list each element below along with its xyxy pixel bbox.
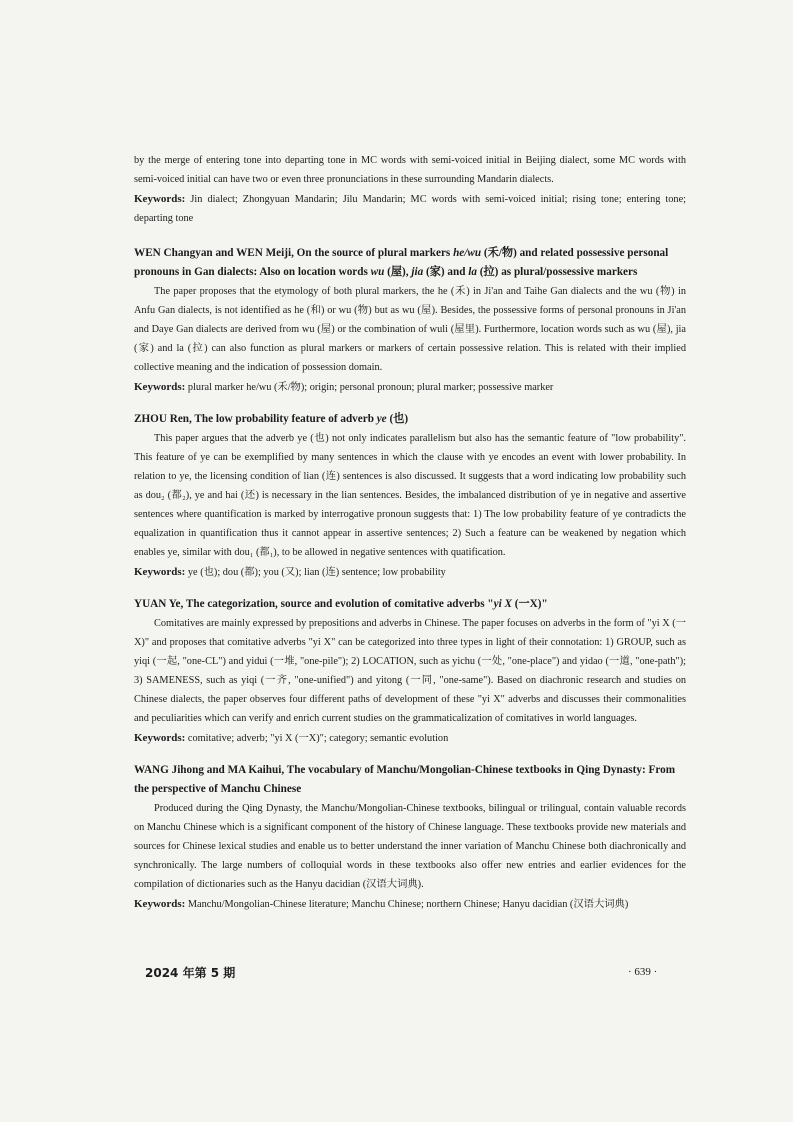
article-keywords xyxy=(134,378,686,397)
article-keywords xyxy=(134,563,686,582)
page-content xyxy=(134,151,686,914)
article-abstract: Produced during the Qing Dynasty, the Manchu/Mongolian-Chinese textbooks, bilingual or trilingual, contain valuable records on Manchu Chinese which is a significant component of the history of Chinese language. These textbooks provide new materials and sources for Chinese lexical studies and enable us to better understand the inner variation of Manchu Chinese both diachronically and synchronically. The large numbers of colloquial words in these textbooks also offer new entries and earlier evidences for the compilation of dictionaries such as the Hanyu dacidian (汉语大词典). xyxy=(134,803,686,890)
page-number: · 639 · xyxy=(628,966,658,978)
article-wen xyxy=(134,244,686,397)
intro-keywords xyxy=(134,190,686,228)
keywords-label: Keywords: xyxy=(134,732,186,744)
keywords-text: comitative; adverb; "yi X (一X)"; category; semantic evolution xyxy=(187,733,449,744)
keywords-text: Manchu/Mongolian-Chinese literature; Manchu Chinese; northern Chinese; Hanyu dacidian (汉语大词典) xyxy=(187,899,629,910)
keywords-text: plural marker he/wu (禾/物); origin; personal pronoun; plural marker; possessive marker xyxy=(187,382,554,393)
article-abstract: This paper argues that the adverb ye (也) not only indicates parallelism but also has the semantic feature of "low probability". This feature of ye can be exemplified by many sentences in which the clause with ye encodes an event with lower probability. In relation to ye, the licensing condition of lian (连) sentences is also discussed. It suggests that a word indicating low probability such as dou₂ (都₂), ye and hai (还) is necessary in the lian sentences. Besides, the imbalanced distribution of ye in negative and assertive sentences where quantification is marked by interrogative pronoun suggests that: 1) The low probability feature of ye contradicts the equalization in quantification thus it cannot appear in assertive sentences; 2) Such a feature can be weakened by negation which enables ye, similar with dou₁ (都₁), to be allowed in negative sentences with quatification. xyxy=(134,433,686,558)
article-keywords xyxy=(134,729,686,748)
article-abstract: The paper proposes that the etymology of both plural markers, the he (禾) in Ji'an and Taihe Gan dialects and the wu (物) in Anfu Gan dialects, is not identified as he (和) or wu (物) but as wu (屋). Besides, the possessive forms of personal pronouns in Ji'an and Daye Gan dialects are derived from wu (屋) or the combination of wuli (屋里). Furthermore, location words such as wu (屋), jia (家) and la (拉) can also function as plural markers or markers of certain possessive relation. This is related with their implied collective meaning and the indication of possession domain. xyxy=(134,286,686,373)
article-title: YUAN Ye, The categorization, source and evolution of comitative adverbs "yi X (一X)" xyxy=(134,598,548,610)
keywords-label: Keywords: xyxy=(134,193,186,205)
keywords-label: Keywords: xyxy=(134,898,186,910)
article-zhou xyxy=(134,410,686,582)
issue-label: 2024 年第 5 期 xyxy=(145,966,236,980)
keywords-label: Keywords: xyxy=(134,566,186,578)
keywords-text: ye (也); dou (都); you (又); lian (连) sentence; low probability xyxy=(187,567,446,578)
intro-section xyxy=(134,151,686,228)
article-abstract: Comitatives are mainly expressed by prepositions and adverbs in Chinese. The paper focuses on adverbs in the form of "yi X (一X)" and proposes that comitative adverbs "yi X" can be categorized into three types in light of their connotation: 1) GROUP, such as yiqi (一起, "one-CL") and yidui (一堆, "one-pile"); 2) LOCATION, such as yichu (一处, "one-place") and yidao (一道, "one-path"); 3) SAMENESS, such as yiqi (一齐, "one-unified") and yitong (一同, "one-same"). Based on diachronic research and studies on Chinese dialects, the paper observes four different paths of development of these "yi X" adverbs and discusses their commonalities and peculiarities which can verify and enrich current studies on the grammaticalization of comitatives in world languages. xyxy=(134,618,686,724)
keywords-label: Keywords: xyxy=(134,381,186,393)
article-title: WANG Jihong and MA Kaihui, The vocabulary of Manchu/Mongolian-Chinese textbooks in Qing Dynasty: From the perspective of Manchu Chinese xyxy=(134,764,676,795)
article-wang xyxy=(134,761,686,914)
article-title: WEN Changyan and WEN Meiji, On the source of plural markers he/wu (禾/物) and related possessive personal pronouns in Gan dialects: Also on location words wu (屋), jia (家) and la (拉) as plural/possessive markers xyxy=(134,247,669,278)
intro-abstract-continuation: by the merge of entering tone into departing tone in MC words with semi-voiced initial in Beijing dialect, some MC words with semi-voiced initial can have two or even three pronunciations in these surrounding Mandarin dialects. xyxy=(134,155,686,185)
article-keywords xyxy=(134,895,686,914)
article-yuan xyxy=(134,595,686,748)
keywords-text: Jin dialect; Zhongyuan Mandarin; Jilu Mandarin; MC words with semi-voiced initial; rising tone; entering tone; departing tone xyxy=(134,194,687,224)
article-title: ZHOU Ren, The low probability feature of adverb ye (也) xyxy=(134,413,409,425)
